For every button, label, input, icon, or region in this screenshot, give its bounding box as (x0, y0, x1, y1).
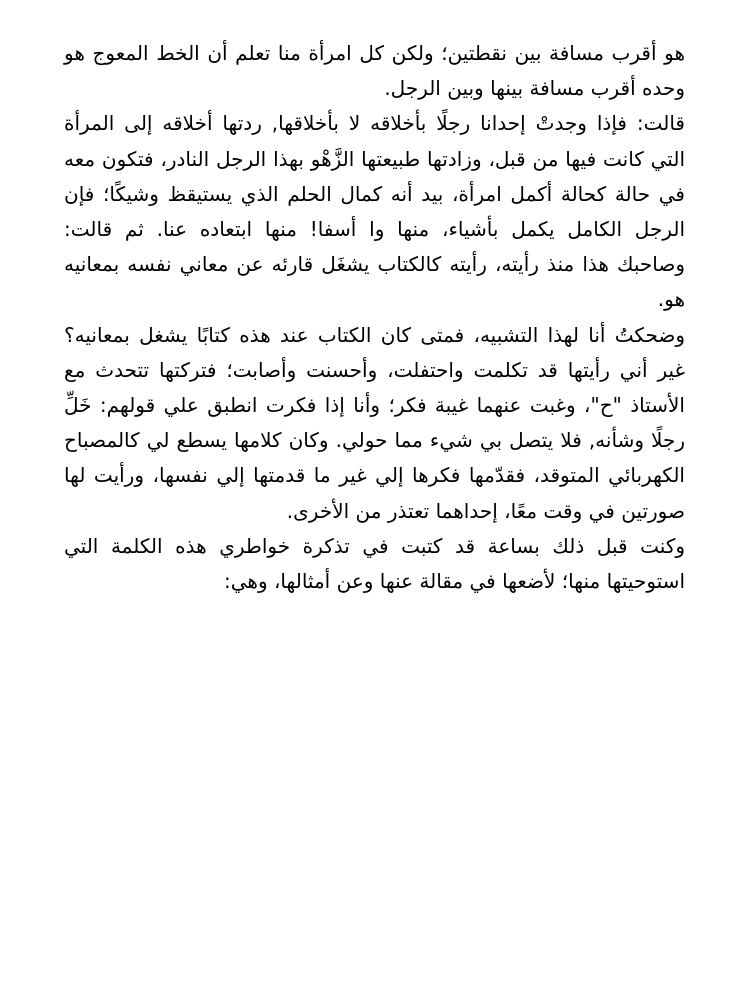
paragraph-4: وكنت قبل ذلك بساعة قد كتبت في تذكرة خواطري هذه الكلمة التي استوحيتها منها؛ لأضعها في مقالة عنها وعن أمثالها، وهي: (64, 533, 685, 594)
document-page (64, 36, 685, 966)
paragraph-1: هو أقرب مسافة بين نقطتين؛ ولكن كل امرأة منا تعلم أن الخط المعوج هو وحده أقرب مسافة بينها وبين الرجل. (64, 41, 685, 101)
paragraph-2: قالت: فإذا وجدتْ إحدانا رجلًا بأخلاقه لا بأخلاقها, ردتها أخلاقه إلى المرأة التي كانت فيها من قبل، وزادتها طبيعتها الزَّهْو بهذا الرجل النادر، فتكون معه في حالة كحالة أكمل امرأة، بيد أنه كمال الحلم الذي يستيقظ وشيكًا؛ فإن الرجل الكامل يكمل بأشياء، منها وا أسفا! منها ابتعاده عنا. ثم قالت: وصاحبك هذا منذ رأيته، رأيته كالكتاب يشغَل قارئه عن معاني نفسه بمعانيه هو. (64, 111, 685, 312)
paragraph-3: وضحكتُ أنا لهذا التشبيه، فمتى كان الكتاب عند هذه كتابًا يشغل بمعانيه؟ غير أني رأيتها قد تكلمت واحتفلت، وأحسنت وأصابت؛ فتركتها تتحدث مع الأستاذ "ح"، وغبت عنهما غيبة فكر؛ وأنا إذا فكرت انطبق علي قولهم: خَلِّ رجلًا وشأنه, فلا يتصل بي شيء مما حولي. وكان كلامها يسطع لي كالمصباح الكهربائي المتوقد، فقدّمها فكرها إلي غير ما قدمتها إلي نفسها، ورأيت لها صورتين في وقت معًا، إحداهما تعتذر من الأخرى. (64, 322, 685, 523)
